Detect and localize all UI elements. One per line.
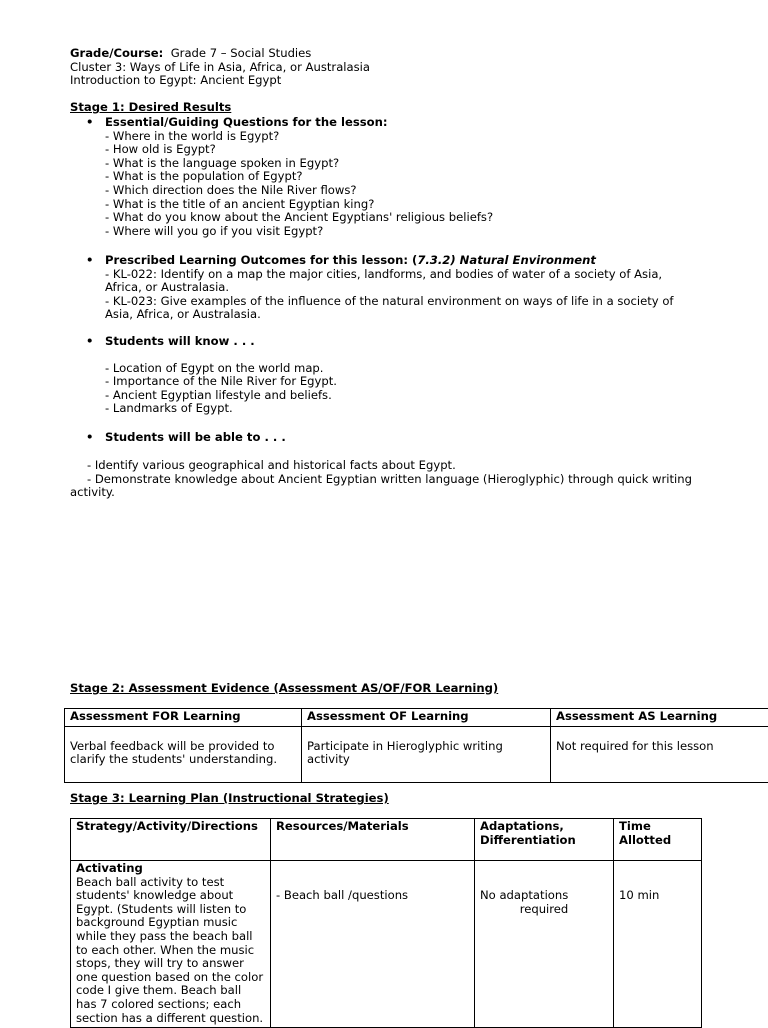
table-row (71, 861, 702, 1028)
students-able-list (70, 459, 710, 500)
table-header-row (65, 709, 768, 727)
column-header: Assessment OF Learning (302, 709, 551, 727)
list-item: - What is the language spoken in Egypt? (105, 157, 686, 171)
list-item: - How old is Egypt? (105, 143, 686, 157)
students-will-know-section (86, 335, 686, 416)
essential-questions-section (86, 116, 686, 238)
grade-value: Grade 7 – Social Studies (171, 46, 312, 60)
learning-outcomes-heading: • Prescribed Learning Outcomes for this lesson: (7.3.2) Natural Environment (86, 254, 686, 268)
table-cell: Verbal feedback will be provided to clarify the students' understanding. (65, 726, 302, 782)
adaptations-line: required (480, 903, 608, 917)
list-item: - Where in the world is Egypt? (105, 130, 686, 144)
list-item: - KL-023: Give examples of the influence of the natural environment on ways of life in a society of Asia, Africa, or Australasia. (105, 295, 675, 322)
adaptations-cell (475, 861, 614, 1028)
list-item: - What is the title of an ancient Egyptian king? (105, 198, 686, 212)
table-row (65, 726, 768, 782)
list-item: - Which direction does the Nile River flows? (105, 184, 686, 198)
learning-plan-table (70, 818, 702, 1028)
table-header-row (71, 819, 702, 861)
time-cell: 10 min (614, 861, 702, 1028)
intro-line: Introduction to Egypt: Ancient Egypt (70, 74, 750, 88)
list-item: - KL-022: Identify on a map the major cities, landforms, and bodies of water of a society of Asia, Africa, or Australasia. (105, 268, 675, 295)
column-header: Time Allotted (614, 819, 702, 861)
column-header: Assessment AS Learning (551, 709, 768, 727)
column-header: Assessment FOR Learning (65, 709, 302, 727)
grade-course-line (70, 47, 750, 61)
essential-questions-list (86, 130, 686, 239)
list-item: - Landmarks of Egypt. (105, 402, 686, 416)
bullet-icon: • (86, 335, 93, 349)
column-header: Resources/Materials (271, 819, 475, 861)
assessment-table (64, 708, 768, 783)
stage1-title: Stage 1: Desired Results (70, 101, 231, 115)
learning-outcomes-section (86, 254, 686, 322)
bullet-icon: • (86, 116, 93, 130)
column-header: Adaptations, Differentiation (475, 819, 614, 861)
bullet-icon: • (86, 431, 93, 445)
cluster-line: Cluster 3: Ways of Life in Asia, Africa, or Australasia (70, 61, 750, 75)
list-item: - Importance of the Nile River for Egypt. (105, 375, 686, 389)
stage3-title: Stage 3: Learning Plan (Instructional Strategies) (70, 792, 389, 806)
students-will-know-list (86, 362, 686, 416)
list-item: - Demonstrate knowledge about Ancient Egyptian written language (Hieroglyphic) through quick writing activity. (70, 473, 710, 500)
list-item: - What is the population of Egypt? (105, 170, 686, 184)
students-able-heading-block (86, 431, 686, 445)
learning-outcomes-list (86, 268, 675, 322)
students-able-heading: • Students will be able to . . . (86, 431, 686, 445)
resources-cell: - Beach ball /questions (271, 861, 475, 1028)
lesson-header (70, 47, 750, 88)
list-item: - Identify various geographical and historical facts about Egypt. (70, 459, 710, 473)
adaptations-line: No adaptations (480, 889, 608, 903)
students-will-know-heading: • Students will know . . . (86, 335, 686, 349)
list-item: - What do you know about the Ancient Egyptians' religious beliefs? (105, 211, 686, 225)
strategy-text: Beach ball activity to test students' knowledge about Egypt. (Students will listen to background Egyptian music while they pass the beach ball to each other. When the music stops, they will try to answer one question based on the color code I give them. Beach ball has 7 colored sections; each section has a different question. (76, 875, 263, 1025)
essential-questions-heading: • Essential/Guiding Questions for the lesson: (86, 116, 686, 130)
phase-label: Activating (76, 861, 143, 875)
outcome-reference: 7.3.2) Natural Environment (417, 253, 596, 267)
list-item: - Location of Egypt on the world map. (105, 362, 686, 376)
table-cell: Not required for this lesson (551, 726, 768, 782)
bullet-icon: • (86, 254, 93, 268)
list-item: - Where will you go if you visit Egypt? (105, 225, 686, 239)
table-cell: Participate in Hieroglyphic writing activity (302, 726, 551, 782)
strategy-cell (71, 861, 271, 1028)
list-item: - Ancient Egyptian lifestyle and beliefs. (105, 389, 686, 403)
column-header: Strategy/Activity/Directions (71, 819, 271, 861)
stage2-title: Stage 2: Assessment Evidence (Assessment AS/OF/FOR Learning) (70, 682, 498, 696)
grade-label: Grade/Course: (70, 46, 163, 60)
